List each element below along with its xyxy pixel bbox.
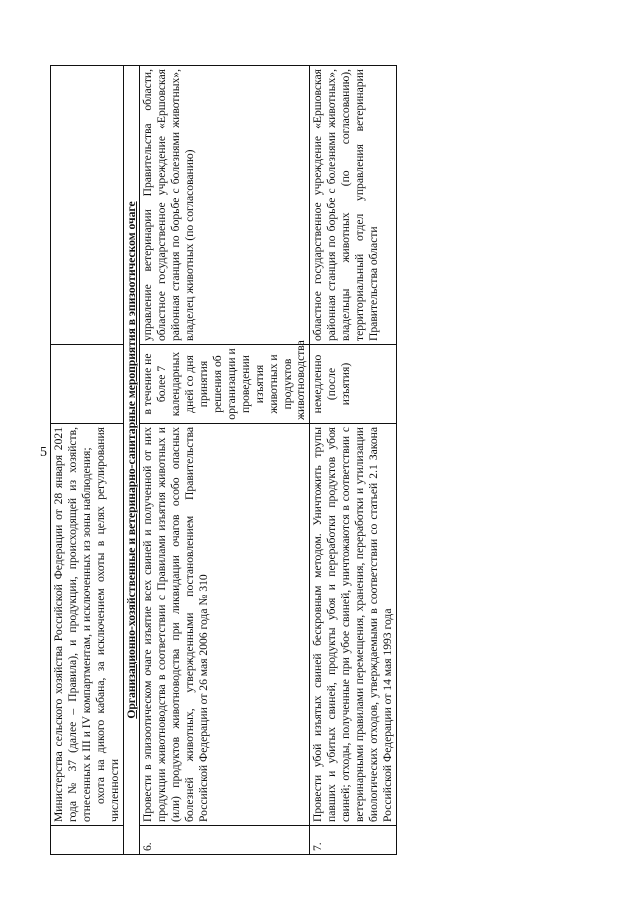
term-cell: [51, 345, 124, 424]
measure-cell: Провести убой изъятых свиней бескровным методом. Уничтожить трупы павших и убитых свиней, продукты убоя и переработки продуктов убоя свиней; отходы, полученные при убое свиней, уничтожаются в соответствии с ветеринарными правилами перемещения, хранения, переработки и утилизации биологических отходов, утверждаемыми в соответствии со статьей 2.1 Закона Российской Федерации от 14 мая 1993 года: [310, 424, 396, 826]
measure-paragraph: охота на дикого кабана, за исключением охоты в целях регулирования численности: [93, 427, 121, 822]
section-row: [123, 66, 140, 855]
executors-cell: управление ветеринарии Правительства области, областное государственное учреждение «Ершовская районная станция по борьбе с болезнями животных», владелец животных (по согласованию): [140, 66, 310, 345]
executors-cell: [51, 66, 124, 345]
measure-paragraph: Министерства сельского хозяйства Российской Федерации от 28 января 2021 года № 37 (далее – Правила), и продукции, происходящей из хозяйств, отнесенных к III и IV компартментам, и исключенных из зоны наблюдения;: [52, 427, 93, 822]
measure-cell: [51, 424, 124, 826]
table-row: [140, 66, 310, 855]
rotated-table-page: [50, 65, 530, 855]
measures-table: [50, 65, 397, 855]
section-title: Организационно-хозяйственные и ветеринарно-санитарные мероприятия в эпизоотическом очаге: [123, 66, 140, 855]
term-cell: немедленно (после изъятия): [310, 345, 396, 424]
table-row: [310, 66, 396, 855]
row-number-cell: [51, 826, 124, 855]
term-cell: в течение не более 7 календарных дней со дня принятия решения об организации и проведении изъятия животных и продуктов животноводства: [140, 345, 310, 424]
row-number: 6.: [140, 826, 310, 855]
page-number: 5: [40, 445, 47, 460]
measure-cell: Провести в эпизоотическом очаге изъятие всех свиней и полученной от них продукции животноводства в соответствии с Правилами изъятия животных и (или) продуктов животноводства при ликвидации очагов особо опасных болезней животных, утвержденными постановлением Правительства Российской Федерации от 26 мая 2006 года № 310: [140, 424, 310, 826]
table-row-continued: [51, 66, 124, 855]
row-number: 7.: [310, 826, 396, 855]
executors-cell: областное государственное учреждение «Ершовская районная станция по борьбе с болезнями животных», владельцы животных (по согласованию), территориальный отдел управления ветеринарии Правительства области: [310, 66, 396, 345]
